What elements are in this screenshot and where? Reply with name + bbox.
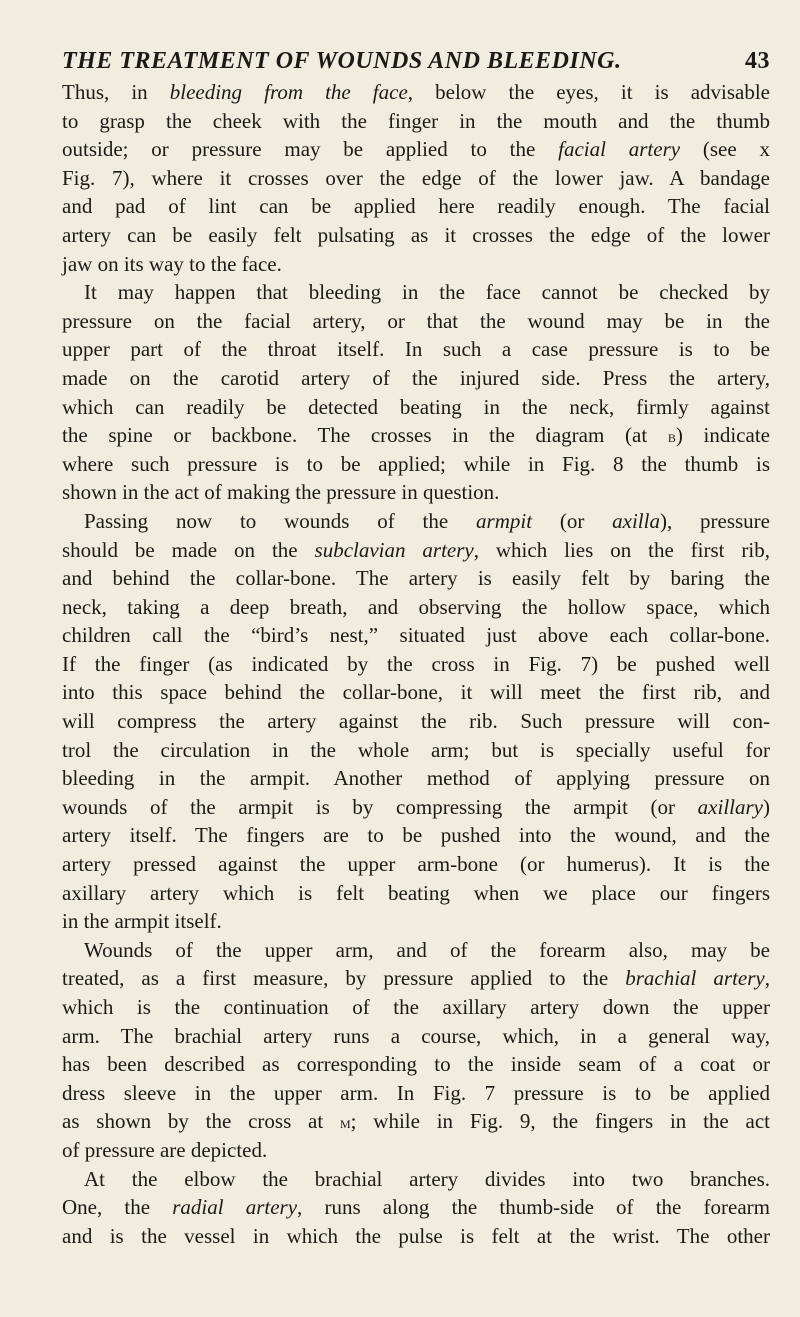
text-run: and behind the collar-bone. The artery is easily felt by baring the: [62, 566, 770, 591]
small-caps-letter: m: [340, 1112, 351, 1133]
text-line: [62, 1022, 770, 1051]
text-line: [62, 907, 770, 936]
text-line: [62, 850, 770, 879]
text-run: axillary artery which is felt beating when we place our fingers: [62, 880, 770, 905]
text-run: treated, as a first measure, by pressure applied to the: [62, 966, 626, 991]
text-run: Fig. 7), where it crosses over the edge of the lower jaw. A bandage: [62, 165, 770, 190]
text-line: [62, 450, 770, 479]
text-line: [62, 393, 770, 422]
page-number: 43: [745, 48, 770, 74]
text-line: [62, 536, 770, 565]
text-line: [62, 278, 770, 307]
text-run: has been described as corresponding to the inside seam of a coat or: [62, 1052, 770, 1077]
text-line: [62, 335, 770, 364]
text-run: jaw on its way to the face.: [62, 251, 282, 276]
text-run: the spine or backbone. The crosses in the diagram (at: [62, 423, 668, 448]
text-run: (or: [532, 508, 613, 533]
text-run: will compress the artery against the rib. Such pressure will con-: [62, 709, 770, 734]
text-run: children call the “bird’s nest,” situated just above each collar-bone.: [62, 623, 770, 648]
text-run: artery can be easily felt pulsating as it crosses the edge of the lower: [62, 222, 770, 247]
text-run: trol the circulation in the whole arm; but is specially useful for: [62, 737, 770, 762]
text-line: [62, 1050, 770, 1079]
text-run: (see x: [680, 137, 770, 162]
text-line: [62, 164, 770, 193]
text-run: pressure on the facial artery, or that the wound may be in the: [62, 308, 770, 333]
text-line: [62, 192, 770, 221]
text-run: If the finger (as indicated by the cross in Fig. 7) be pushed well: [62, 651, 770, 676]
italic-term: subclavian artery: [314, 537, 474, 562]
text-run: artery pressed against the upper arm-bone (or humerus). It is the: [62, 852, 770, 877]
italic-term: axilla: [612, 508, 660, 533]
text-run: of pressure are depicted.: [62, 1137, 268, 1162]
text-run: ,: [764, 966, 770, 991]
text-run: outside; or pressure may be applied to the: [62, 137, 559, 162]
text-run: arm. The brachial artery runs a course, which, in a general way,: [62, 1023, 770, 1048]
text-line: [62, 593, 770, 622]
text-line: [62, 1165, 770, 1194]
text-run: , which lies on the first rib,: [473, 537, 770, 562]
text-line: [62, 964, 770, 993]
text-run: It may happen that bleeding in the face cannot be checked by: [84, 280, 770, 305]
text-run: artery itself. The fingers are to be pushed into the wound, and the: [62, 823, 770, 848]
text-line: [62, 250, 770, 279]
text-line: [62, 307, 770, 336]
text-line: [62, 736, 770, 765]
text-line: [62, 621, 770, 650]
text-line: [62, 78, 770, 107]
text-run: which can readily be detected beating in the neck, firmly against: [62, 394, 770, 419]
text-line: [62, 879, 770, 908]
text-run: neck, taking a deep breath, and observing the hollow space, which: [62, 594, 770, 619]
text-line: [62, 221, 770, 250]
text-run: ): [763, 794, 770, 819]
text-run: as shown by the cross at: [62, 1109, 340, 1134]
italic-term: facial artery: [558, 137, 681, 162]
text-run: Thus, in: [62, 80, 170, 104]
text-run: dress sleeve in the upper arm. In Fig. 7 pressure is to be applied: [62, 1080, 770, 1105]
text-line: [62, 707, 770, 736]
italic-term: armpit: [476, 508, 533, 533]
text-run: , runs along the thumb-side of the forearm: [297, 1195, 770, 1220]
text-run: shown in the act of making the pressure in question.: [62, 480, 500, 505]
text-line: [62, 107, 770, 136]
text-line: [62, 793, 770, 822]
text-line: [62, 135, 770, 164]
text-run: made on the carotid artery of the injured side. Press the artery,: [62, 365, 770, 390]
text-line: [62, 993, 770, 1022]
text-run: Passing now to wounds of the: [84, 508, 477, 533]
italic-term: brachial artery: [625, 966, 765, 991]
text-run: wounds of the armpit is by compressing the armpit (or: [62, 794, 698, 819]
text-run: to grasp the cheek with the finger in the mouth and the thumb: [62, 108, 770, 133]
text-line: [62, 936, 770, 965]
text-run: and is the vessel in which the pulse is felt at the wrist. The other: [62, 1223, 770, 1248]
running-header: [62, 48, 770, 75]
text-line: [62, 1193, 770, 1222]
text-line: [62, 564, 770, 593]
text-run: bleeding in the armpit. Another method of applying pressure on: [62, 766, 770, 791]
text-line: [62, 364, 770, 393]
text-run: in the armpit itself.: [62, 909, 222, 934]
text-run: into this space behind the collar-bone, it will meet the first rib, and: [62, 680, 770, 705]
text-line: [62, 421, 770, 450]
text-line: [62, 678, 770, 707]
text-line: [62, 1136, 770, 1165]
text-run: which is the continuation of the axillary artery down the upper: [62, 995, 770, 1019]
text-run: At the elbow the brachial artery divides into two branches.: [84, 1166, 770, 1191]
italic-term: bleeding from the face: [169, 80, 408, 104]
text-line: [62, 507, 770, 536]
text-run: upper part of the throat itself. In such a case pressure is to be: [62, 337, 770, 362]
text-line: [62, 478, 770, 507]
italic-term: axillary: [697, 794, 763, 819]
text-run: One, the: [62, 1195, 173, 1220]
text-line: [62, 821, 770, 850]
body-text: [62, 78, 770, 1250]
text-run: , below the eyes, it is advisable: [407, 80, 770, 104]
text-run: where such pressure is to be applied; while in Fig. 8 the thumb is: [62, 451, 770, 476]
text-line: [62, 1107, 770, 1136]
text-line: [62, 764, 770, 793]
text-line: [62, 650, 770, 679]
small-caps-letter: b: [667, 426, 676, 447]
italic-term: radial artery: [172, 1195, 298, 1220]
text-run: Wounds of the upper arm, and of the forearm also, may be: [84, 937, 770, 962]
text-line: [62, 1222, 770, 1251]
text-run: ; while in Fig. 9, the fingers in the act: [350, 1109, 770, 1134]
text-run: ), pressure: [659, 508, 770, 533]
text-run: should be made on the: [62, 537, 315, 562]
text-run: and pad of lint can be applied here readily enough. The facial: [62, 194, 770, 219]
text-line: [62, 1079, 770, 1108]
running-title: THE TREATMENT OF WOUNDS AND BLEEDING.: [62, 48, 622, 74]
text-run: ) indicate: [675, 423, 770, 448]
